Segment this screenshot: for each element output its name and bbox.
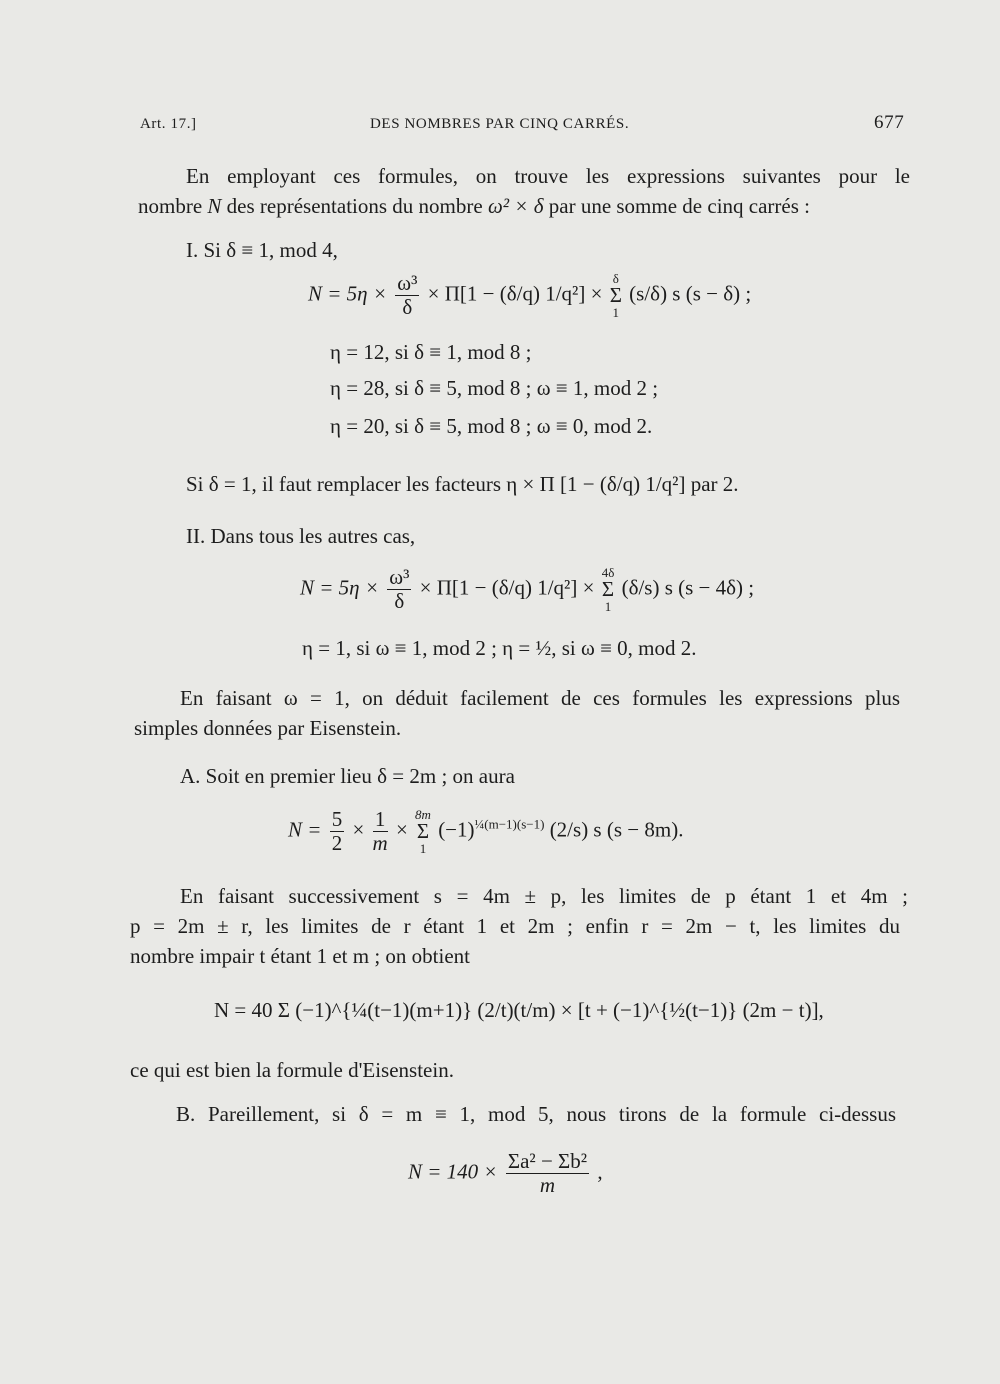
successive-line-3: nombre impair t étant 1 et m ; on obtient: [130, 944, 471, 968]
eq3-times-1: ×: [352, 817, 365, 842]
eq1-lhs: N = 5η ×: [308, 281, 388, 306]
eta-condition-3: η = 20, si δ ≡ 5, mod 8 ; ω ≡ 0, mod 2.: [330, 414, 653, 438]
special-case-line: [186, 470, 739, 498]
eq2-frac-den: δ: [394, 589, 405, 614]
eq3-sum: [415, 808, 431, 855]
eq1-tail: (s/δ) s (s − δ) ;: [629, 281, 752, 306]
eq1-sum-bot: 1: [612, 305, 620, 321]
page-number: 677: [874, 112, 905, 133]
eta-condition-1: η = 12, si δ ≡ 1, mod 8 ;: [330, 340, 532, 364]
eq1-fraction: [395, 272, 419, 319]
eq3-fraction-1: [330, 808, 345, 855]
eq3-power-base: (−1): [438, 817, 475, 842]
eq3-lhs: N =: [288, 817, 322, 842]
eq5-num: Σa² − Σb²: [507, 1149, 588, 1173]
intro-N: N: [207, 194, 222, 218]
eq2-sum-top: 4δ: [601, 565, 615, 581]
eq2-frac-num: ω³: [389, 565, 410, 589]
equation-4: N = 40 Σ (−1)^{¼(t−1)(m+1)} (2/t)(t/m) × [t + (−1)^{½(t−1)} (2m − t)],: [214, 998, 824, 1022]
eta-condition-ii: η = 1, si ω ≡ 1, mod 2 ; η = ½, si ω ≡ 0, mod 2.: [302, 636, 697, 660]
eta-condition-2: η = 28, si δ ≡ 5, mod 8 ; ω ≡ 1, mod 2 ;: [330, 376, 659, 400]
running-head-title: DES NOMBRES PAR CINQ CARRÉS.: [370, 116, 630, 132]
case-a-heading: A. Soit en premier lieu δ = 2m ; on aura: [180, 764, 515, 788]
eq2-sum-bot: 1: [604, 599, 612, 615]
equation-1: [308, 272, 751, 319]
special-case-text: Si δ = 1, il faut remplacer les facteurs η × Π: [186, 472, 555, 496]
eq5-tail: ,: [597, 1159, 603, 1184]
eq3-times-2: ×: [395, 817, 408, 842]
eq5-fraction: [506, 1150, 589, 1197]
eq5-den: m: [539, 1173, 556, 1198]
eq1-frac-den: δ: [402, 295, 413, 320]
eq2-sum: [602, 566, 615, 613]
intro-line-1: En employant ces formules, on trouve les expressions suivantes pour le: [186, 164, 910, 188]
special-case-par: par 2.: [690, 472, 739, 496]
intro-nombre: nombre: [138, 194, 203, 218]
running-head-article: Art. 17.]: [140, 116, 197, 132]
eq1-sum-sign: Σ: [609, 283, 622, 308]
faisant-line-1: En faisant ω = 1, on déduit facilement de ces formules les expressions plus: [180, 686, 900, 710]
intro-des: des représentations du nombre: [226, 194, 483, 218]
eq1-sum: [610, 272, 622, 319]
eq3-sum-top: 8m: [415, 807, 431, 823]
eq3-sum-sign: Σ: [416, 819, 430, 844]
special-case-bracket: [1 − (δ/q) 1/q²]: [560, 472, 686, 496]
case-b-heading: B. Pareillement, si δ = m ≡ 1, mod 5, nous tirons de la formule ci-dessus: [176, 1102, 896, 1126]
equation-2: [300, 566, 754, 613]
eisenstein-line: ce qui est bien la formule d'Eisenstein.: [130, 1058, 454, 1082]
equation-3: [288, 808, 683, 855]
eq3-power-exp: ¼(m−1)(s−1): [474, 816, 545, 832]
faisant-line-2: simples données par Eisenstein.: [134, 716, 402, 740]
eq2-sum-sign: Σ: [601, 577, 615, 602]
eq3-fraction-2: [373, 808, 388, 855]
eq3-f1-num: 5: [331, 807, 343, 831]
case-i-heading: I. Si δ ≡ 1, mod 4,: [186, 238, 338, 262]
intro-par: par une somme de cinq carrés :: [548, 194, 810, 218]
intro-line-2: [138, 192, 810, 220]
eq1-sum-top: δ: [612, 271, 619, 287]
eq2-product: × Π[1 − (δ/q) 1/q²] ×: [419, 575, 595, 600]
successive-line-2: p = 2m ± r, les limites de r étant 1 et 2m ; enfin r = 2m − t, les limites du: [130, 914, 900, 938]
eq3-f2-den: m: [372, 831, 388, 856]
eq5-lhs: N = 140 ×: [408, 1159, 498, 1184]
eq2-tail: (δ/s) s (s − 4δ) ;: [621, 575, 755, 600]
eq2-fraction: [387, 566, 411, 613]
intro-expr: ω² × δ: [487, 194, 544, 218]
eq2-lhs: N = 5η ×: [300, 575, 380, 600]
eq3-tail: (2/s) s (s − 8m).: [549, 817, 684, 842]
case-ii-heading: II. Dans tous les autres cas,: [186, 524, 416, 548]
eq3-sum-bot: 1: [419, 841, 427, 857]
eq1-frac-num: ω³: [397, 271, 418, 295]
equation-5: [408, 1150, 603, 1197]
eq3-f2-num: 1: [373, 808, 388, 832]
successive-line-1: En faisant successivement s = 4m ± p, les limites de p étant 1 et 4m ;: [180, 884, 908, 908]
eq3-f1-den: 2: [331, 831, 343, 856]
eq1-product: × Π[1 − (δ/q) 1/q²] ×: [427, 281, 603, 306]
